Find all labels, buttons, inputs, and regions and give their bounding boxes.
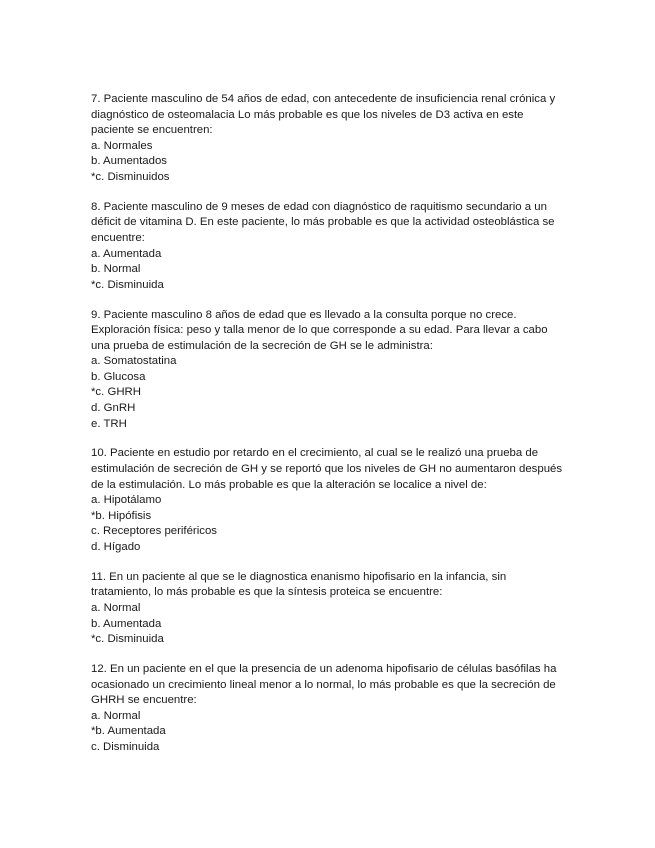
option-d: d. Hígado xyxy=(91,541,141,553)
question-12 xyxy=(91,662,569,756)
option-b: b. Normal xyxy=(91,263,141,276)
question-stem: 7. Paciente masculino de 54 años de edad, con antecedente de insuficiencia renal crónica y diagnóstico de osteomalacia Lo más probable es que los niveles de D3 activa en este paciente se encuentren: xyxy=(91,93,556,137)
option-c: *c. Disminuida xyxy=(91,633,164,646)
option-b: *b. Aumentada xyxy=(91,725,166,738)
option-b: b. Aumentados xyxy=(91,155,167,168)
option-c: *c. GHRH xyxy=(91,386,141,399)
option-d: d. GnRH xyxy=(91,402,136,415)
option-b: b. Aumentada xyxy=(91,617,162,630)
option-a: a. Hipotálamo xyxy=(91,494,162,507)
option-list xyxy=(91,601,569,648)
option-e: e. TRH xyxy=(91,417,127,430)
question-stem: 8. Paciente masculino de 9 meses de edad con diagnóstico de raquitismo secundario a un déficit de vitamina D. En este paciente, lo más probable es que la actividad osteoblástica se encuentre: xyxy=(91,200,555,244)
question-stem: 11. En un paciente al que se le diagnostica enanismo hipofisario en la infancia, sin tratamiento, lo más probable es que la síntesis proteica se encuentre: xyxy=(91,570,507,599)
option-a: a. Normales xyxy=(91,139,153,152)
option-a: a. Normal xyxy=(91,601,141,614)
option-c: c. Disminuida xyxy=(91,740,160,753)
option-c: c. Receptores periféricos xyxy=(91,525,217,538)
question-11 xyxy=(91,570,569,648)
question-8 xyxy=(91,200,569,294)
option-b: *b. Hipófisis xyxy=(91,509,152,522)
question-9 xyxy=(91,308,569,433)
document-page xyxy=(91,92,569,770)
question-stem: 9. Paciente masculino 8 años de edad que es llevado a la consulta porque no crece. Exploración física: peso y talla menor de lo que corresponde a su edad. Para llevar a cabo una prueba de estimulación de la secreción de GH se le administra: xyxy=(91,308,548,352)
option-c: *c. Disminuida xyxy=(91,278,164,291)
question-stem: 12. En un paciente en el que la presencia de un adenoma hipofisario de células basófilas ha ocasionado un crecimiento lineal menor a lo normal, lo más probable es que la secreción de GHRH se encuentre: xyxy=(91,662,557,707)
option-list xyxy=(91,139,569,186)
option-a: a. Somatostatina xyxy=(91,355,177,368)
option-list xyxy=(91,247,569,294)
option-a: a. Aumentada xyxy=(91,247,162,260)
option-list xyxy=(91,709,569,756)
option-b: b. Glucosa xyxy=(91,370,146,383)
question-stem: 10. Paciente en estudio por retardo en el crecimiento, al cual se le realizó una prueba de estimulación de secreción de GH y se reportó que los niveles de GH no aumentaron después de la estimulación. Lo más probable es que la alteración se localice a nivel de: xyxy=(91,447,563,491)
option-c: *c. Disminuidos xyxy=(91,170,170,183)
option-a: a. Normal xyxy=(91,709,141,722)
option-list xyxy=(91,354,569,432)
option-list xyxy=(91,493,569,555)
question-10 xyxy=(91,446,569,555)
question-7 xyxy=(91,92,569,186)
